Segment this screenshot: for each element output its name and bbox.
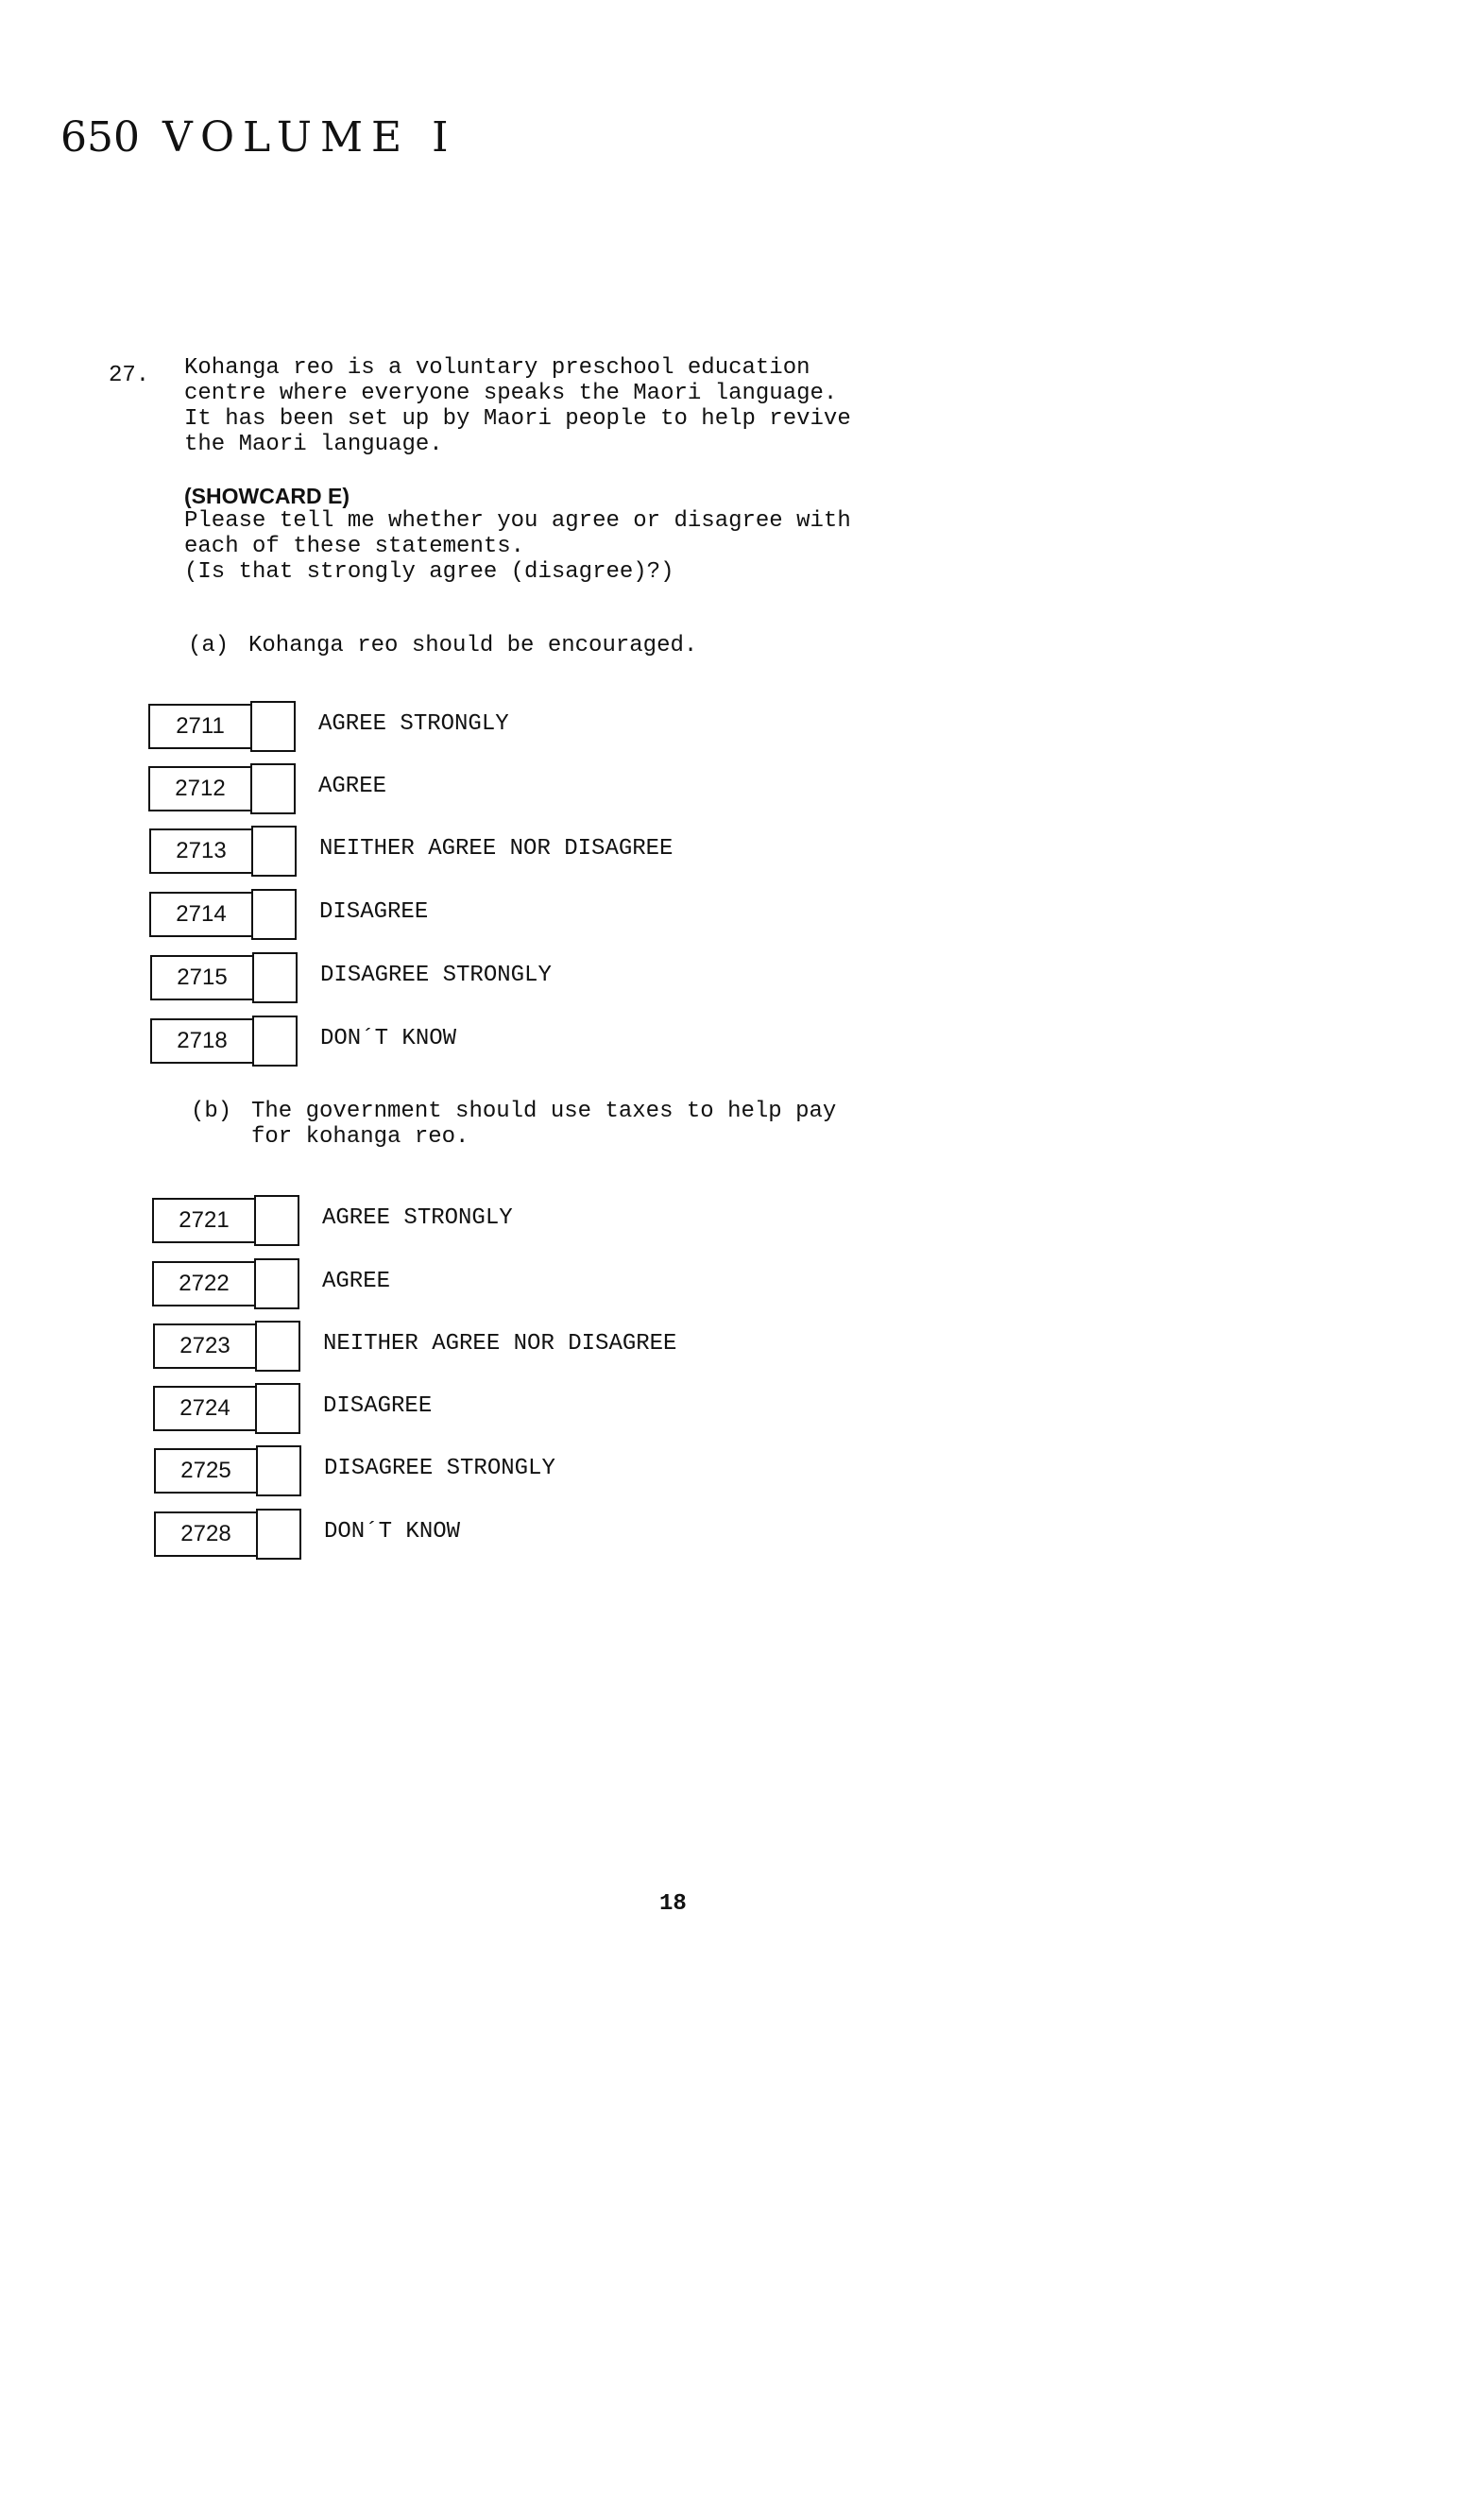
answer-checkbox[interactable] (251, 826, 297, 877)
answer-label: AGREE (318, 774, 387, 799)
sub-question-b (191, 1099, 837, 1175)
answer-option (150, 1018, 1000, 1067)
answer-option (148, 766, 998, 815)
answer-option (152, 1261, 1002, 1310)
answer-checkbox[interactable] (254, 1258, 299, 1309)
answer-code: 2721 (152, 1198, 256, 1243)
answer-label: AGREE (322, 1269, 391, 1294)
answer-checkbox[interactable] (256, 1509, 301, 1560)
answer-code: 2722 (152, 1261, 256, 1306)
sub-question-letter: (a) (188, 633, 230, 658)
answer-checkbox[interactable] (252, 1016, 298, 1067)
answer-checkbox[interactable] (256, 1445, 301, 1496)
answer-code: 2723 (153, 1323, 257, 1369)
answer-label: DISAGREE STRONGLY (320, 963, 552, 988)
answer-label: DISAGREE (319, 899, 429, 925)
answer-checkbox[interactable] (250, 763, 296, 814)
question-intro: Kohanga reo is a voluntary preschool education centre where everyone speaks the Maori language. It has been set up by Maori people to help revive the Maori language. (184, 355, 851, 457)
answer-code: 2724 (153, 1386, 257, 1431)
page-header (60, 113, 457, 162)
answer-label: AGREE STRONGLY (322, 1205, 513, 1231)
answer-option (149, 828, 999, 878)
answer-label: DISAGREE (323, 1393, 433, 1419)
answer-code: 2711 (148, 704, 252, 749)
answer-checkbox[interactable] (252, 952, 298, 1003)
answer-checkbox[interactable] (251, 889, 297, 940)
answer-code: 2718 (150, 1018, 254, 1064)
answer-option (153, 1323, 1003, 1373)
answer-label: AGREE STRONGLY (318, 711, 509, 737)
sub-question-statement: Kohanga reo should be encouraged. (248, 633, 698, 658)
showcard-label: (SHOWCARD E) (184, 484, 350, 508)
answer-label: DISAGREE STRONGLY (324, 1456, 555, 1481)
answer-option (154, 1448, 1004, 1497)
answer-checkbox[interactable] (255, 1383, 300, 1434)
answer-option (152, 1198, 1002, 1247)
question-instructions: Please tell me whether you agree or disagree with each of these statements. (Is that strongly agree (disagree)?) (184, 508, 851, 585)
page-number-header: 650 (60, 113, 140, 162)
answer-checkbox[interactable] (250, 701, 296, 752)
answer-option (148, 704, 998, 753)
answer-code: 2712 (148, 766, 252, 811)
sub-question-a (188, 633, 698, 709)
answer-code: 2713 (149, 828, 253, 874)
answer-code: 2725 (154, 1448, 258, 1494)
answer-label: DON´T KNOW (324, 1519, 461, 1545)
volume-title: VOLUME I (162, 113, 457, 162)
answer-code: 2714 (149, 892, 253, 937)
answer-option (149, 892, 999, 941)
answer-code: 2715 (150, 955, 254, 1000)
answer-code: 2728 (154, 1511, 258, 1557)
sub-question-letter: (b) (191, 1099, 232, 1124)
answer-label: NEITHER AGREE NOR DISAGREE (323, 1331, 677, 1357)
answer-option (153, 1386, 1003, 1435)
answer-option (150, 955, 1000, 1004)
answer-label: NEITHER AGREE NOR DISAGREE (319, 836, 674, 862)
answer-option (154, 1511, 1004, 1561)
page-number-footer: 18 (659, 1891, 687, 1917)
sub-question-statement: The government should use taxes to help pay for kohanga reo. (251, 1099, 837, 1150)
question-number: 27. (109, 363, 150, 388)
answer-checkbox[interactable] (255, 1321, 300, 1372)
answer-checkbox[interactable] (254, 1195, 299, 1246)
answer-label: DON´T KNOW (320, 1026, 457, 1051)
